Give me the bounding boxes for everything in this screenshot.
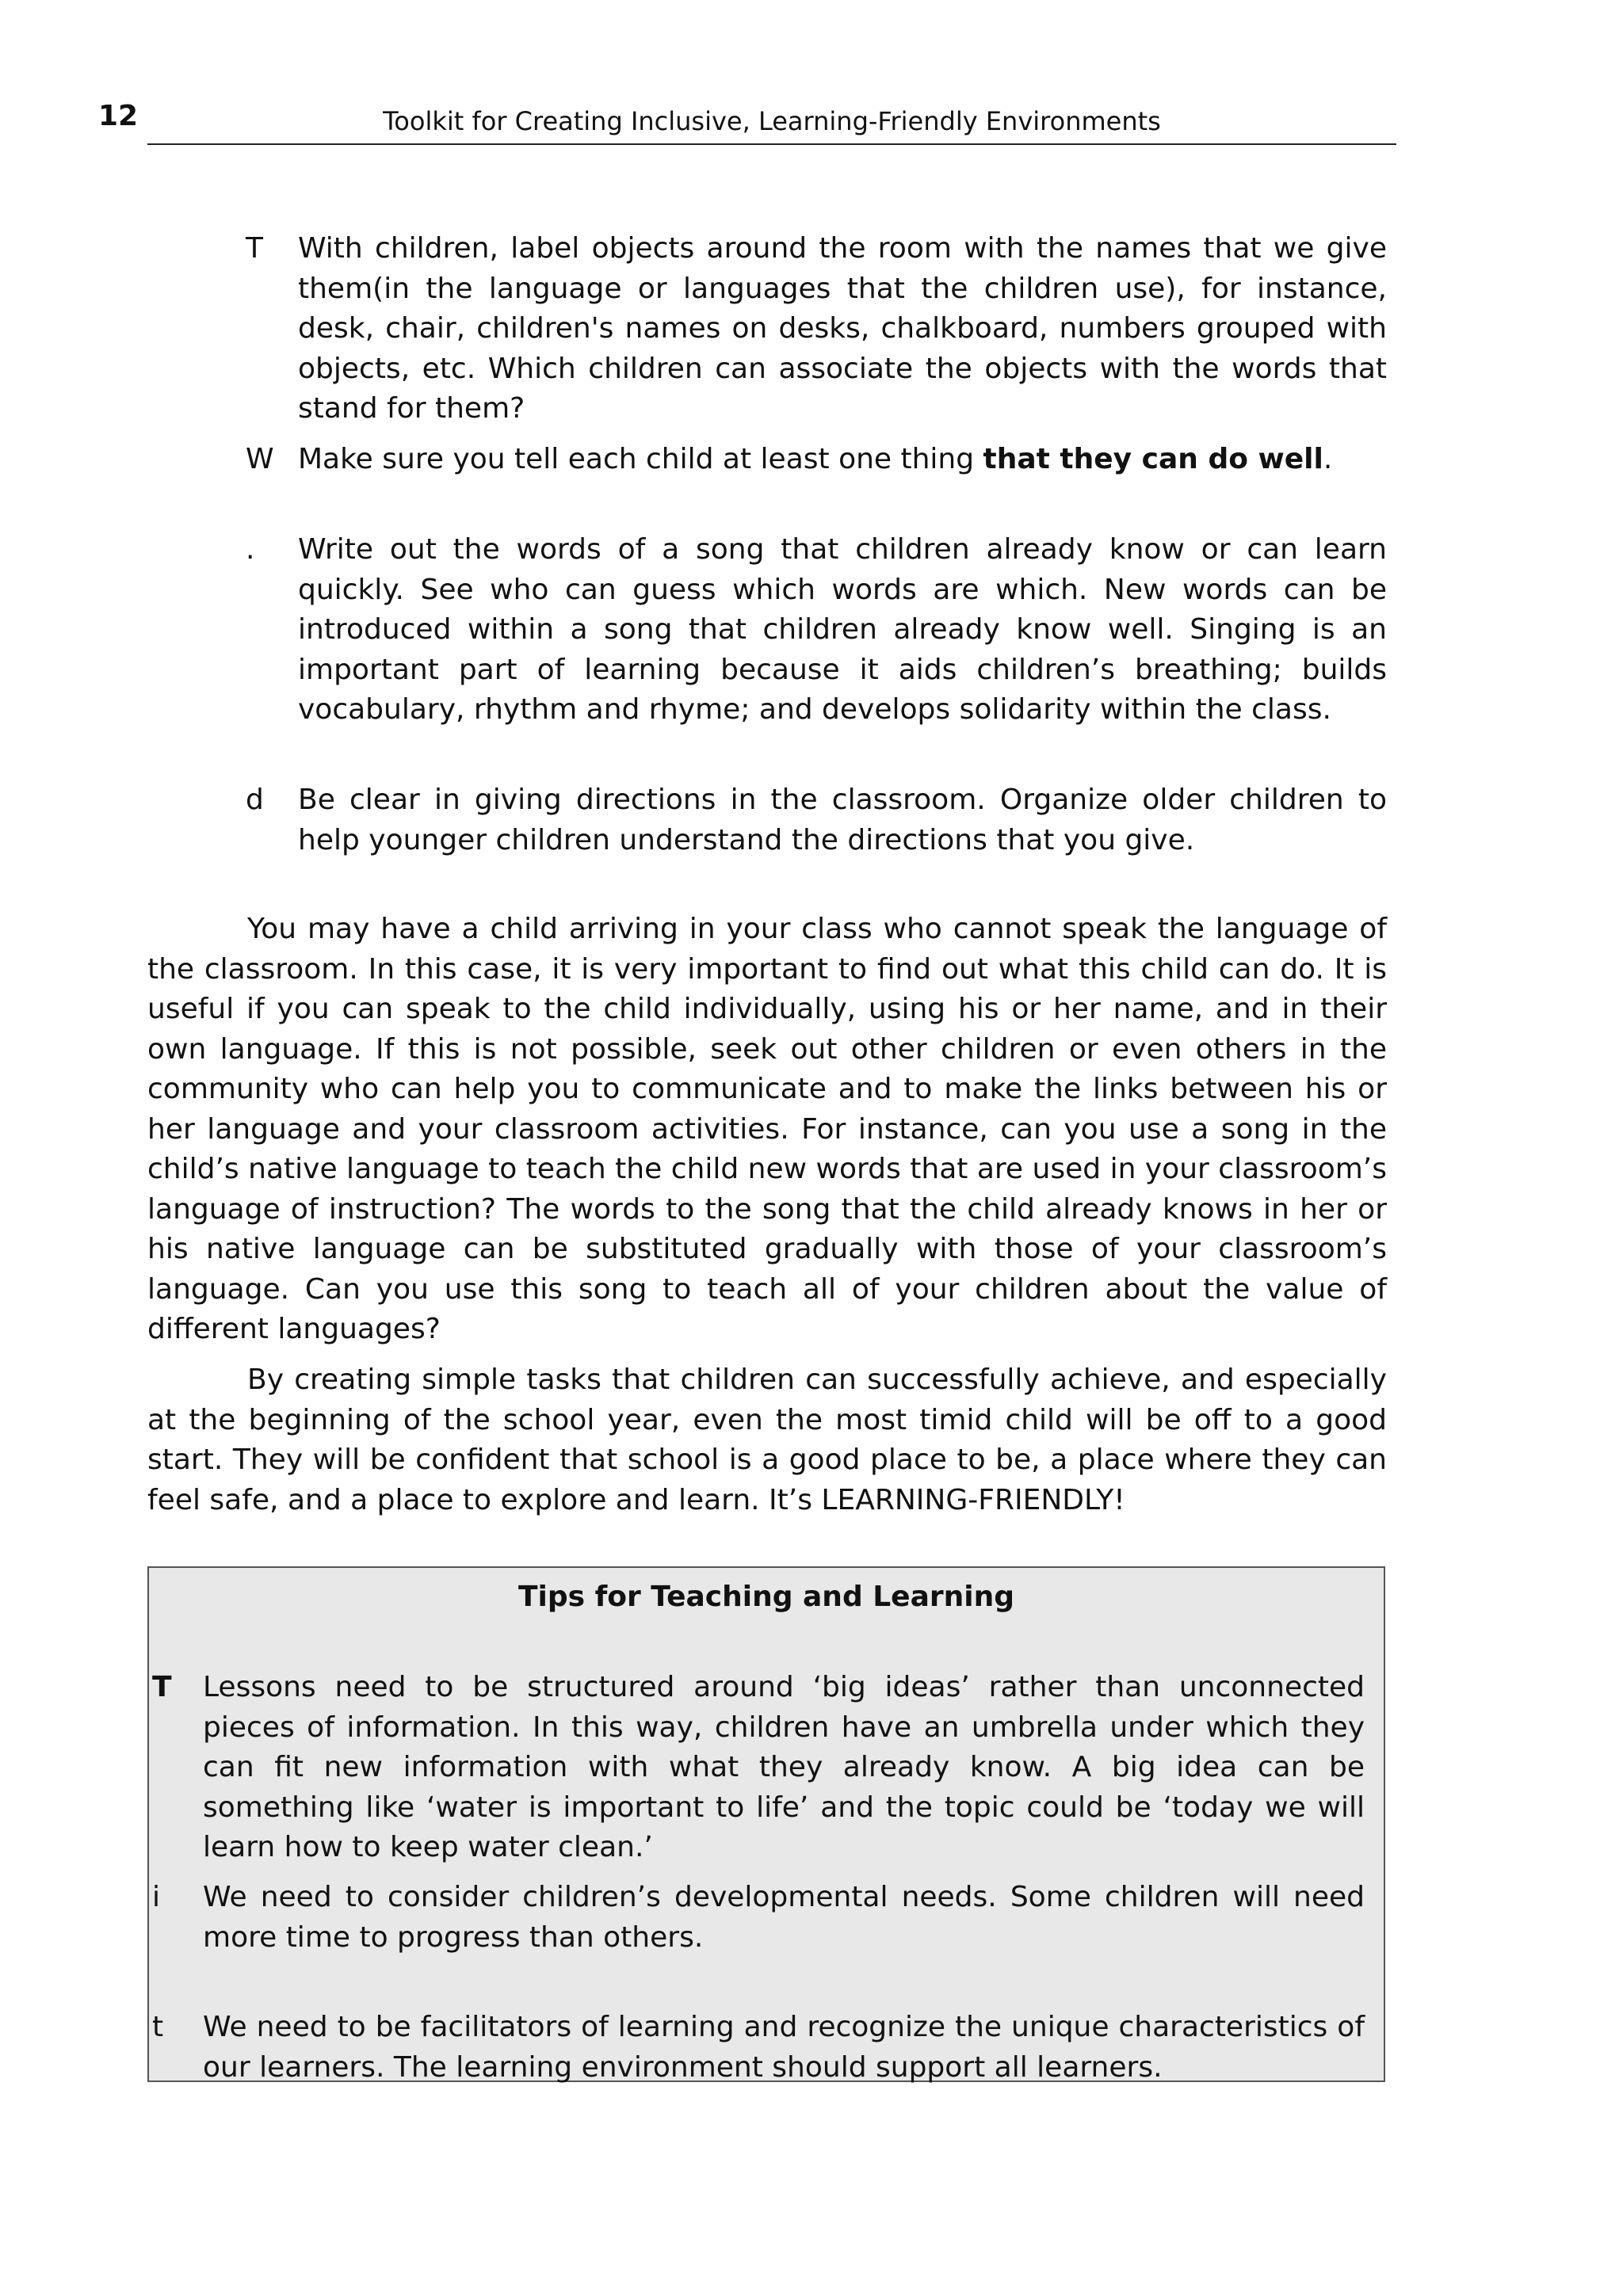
bullet-text: With children, label objects around the room with the names that we give them(in the language or languages that the children use), for instance, desk, chair, children's names on desks, chalkboard, numbers grouped with objects, etc. Which children can associate the objects with the words that stand for them? — [298, 232, 1387, 425]
bullet-text — [298, 440, 1387, 480]
bullet-text: Be clear in giving directions in the classroom. Organize older children to help younger children understand the directions that you give. — [298, 784, 1387, 856]
bullet-item-song-words — [246, 530, 1387, 730]
bullet-item-directions — [246, 780, 1387, 860]
body-paragraph-new-child: You may have a child arriving in your class who cannot speak the language of the classroom. In this case, it is very important to find out what this child can do. It is useful if you can speak to the child individually, using his or her name, and in their own language. If this is not possible, seek out other children or even others in the community who can help you to communicate and to make the links between his or her language and your classroom activities. For instance, can you use a song in the child’s native language to teach the child new words that are used in your classroom’s language of instruction? The words to the song that the child already knows in her or his native language can be substituted gradually with those of your classroom’s language. Can you use this song to teach all of your children about the value of different languages? — [147, 913, 1387, 1345]
tip-text: We need to be facilitators of learning and recognize the unique characteristics of our learners. The learning environment should support all learners. — [203, 2011, 1365, 2084]
tip-item-developmental-needs — [152, 1878, 1365, 1958]
bullet-text-emphasis: that they can do well — [983, 443, 1323, 475]
bullet-item-label-objects — [246, 229, 1387, 429]
tip-text: Lessons need to be structured around ‘big ideas’ rather than unconnected pieces of information. In this way, children have an umbrella under which they can fit new information with what they already know. A big idea can be something like ‘water is important to life’ and the topic could be ‘today we will learn how to keep water clean.’ — [203, 1671, 1365, 1863]
bullet-marker: T — [246, 232, 263, 265]
bullet-marker: . — [246, 533, 255, 566]
header-rule — [147, 143, 1396, 145]
body-paragraph-simple-tasks: By creating simple tasks that children can successfully achieve, and especially at the beginning of the school year, even the most timid child will be off to a good start. They will be confident that school is a good place to be, a place where they can feel safe, and a place to explore and learn. It’s LEARNING-FRIENDLY! — [147, 1363, 1387, 1516]
bullet-marker: W — [246, 443, 274, 475]
tip-marker: i — [152, 1881, 161, 1913]
page-number: 12 — [98, 100, 139, 132]
tips-box — [147, 1566, 1385, 2082]
tip-marker: T — [152, 1671, 172, 1703]
running-header: Toolkit for Creating Inclusive, Learning-Friendly Environments — [383, 106, 1161, 136]
bullet-marker: d — [246, 784, 264, 816]
tip-item-facilitators — [152, 2008, 1365, 2088]
bullet-item-tell-child — [246, 440, 1387, 480]
tip-item-big-ideas — [152, 1668, 1365, 1868]
bullet-text: Write out the words of a song that children already know or can learn quickly. See who can guess which words are which. New words can be introduced within a song that children already know well. Singing is an important part of learning because it aids children’s breathing; builds vocabulary, rhythm and rhyme; and develops solidarity within the class. — [298, 533, 1387, 726]
tip-marker: t — [152, 2011, 164, 2043]
tip-text: We need to consider children’s developmental needs. Some children will need more time to progress than others. — [203, 1881, 1365, 1954]
bullet-text-end: . — [1323, 443, 1333, 475]
bullet-text-start: Make sure you tell each child at least one thing — [298, 443, 983, 475]
tips-box-title: Tips for Teaching and Learning — [517, 1581, 1015, 1613]
